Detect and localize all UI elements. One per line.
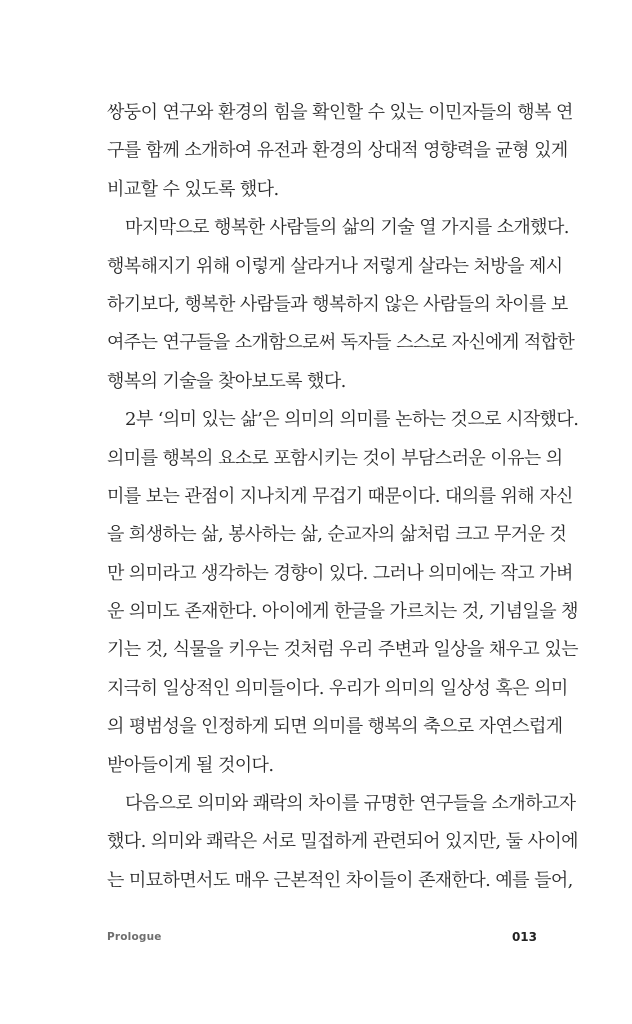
paragraph [107, 209, 575, 401]
page-footer [107, 931, 537, 947]
text-line: 여주는 연구들을 소개함으로써 독자들 스스로 자신에게 적합한 [107, 332, 575, 354]
text-line: 비교할 수 있도록 했다. [107, 178, 279, 200]
text-line: 행복해지기 위해 이렇게 살라거나 저렇게 살라는 처방을 제시 [107, 255, 563, 277]
text-line: 지극히 일상적인 의미들이다. 우리가 의미의 일상성 혹은 의미 [107, 677, 568, 699]
text-line: 을 희생하는 삶, 봉사하는 삶, 순교자의 삶처럼 크고 무거운 것 [107, 524, 567, 546]
text-line: 다음으로 의미와 쾌락의 차이를 규명한 연구들을 소개하고자 [125, 793, 576, 815]
text-line: 운 의미도 존재한다. 아이에게 한글을 가르치는 것, 기념일을 챙 [107, 601, 578, 623]
text-line: 했다. 의미와 쾌락은 서로 밀접하게 관련되어 있지만, 둘 사이에 [107, 831, 578, 853]
text-line: 만 의미라고 생각하는 경향이 있다. 그러나 의미에는 작고 가벼 [107, 562, 573, 584]
text-line: 2부 ‘의미 있는 삶’은 의미의 의미를 논하는 것으로 시작했다. [125, 409, 579, 431]
text-line: 하기보다, 행복한 사람들과 행복하지 않은 사람들의 차이를 보 [107, 293, 568, 315]
page-body [107, 94, 579, 900]
text-line: 의 평범성을 인정하게 되면 의미를 행복의 축으로 자연스럽게 [107, 716, 563, 738]
text-line: 쌍둥이 연구와 환경의 힘을 확인할 수 있는 이민자들의 행복 연 [107, 102, 573, 123]
text-line: 는 미묘하면서도 매우 근본적인 차이들이 존재한다. 예를 들어, [107, 869, 573, 891]
text-line: 받아들이게 될 것이다. [107, 754, 274, 776]
running-title: Prologue [107, 931, 162, 943]
text-line: 미를 보는 관점이 지나치게 무겁기 때문이다. 대의를 위해 자신 [107, 485, 573, 507]
text-line: 의미를 행복의 요소로 포함시키는 것이 부담스러운 이유는 의 [107, 447, 563, 469]
paragraph [107, 94, 573, 209]
text-line: 마지막으로 행복한 사람들의 삶의 기술 열 가지를 소개했다. [125, 217, 569, 239]
text-line: 구를 함께 소개하여 유전과 환경의 상대적 영향력을 균형 있게 [107, 140, 568, 162]
text-line: 기는 것, 식물을 키우는 것처럼 우리 주변과 일상을 채우고 있는 [107, 639, 578, 661]
text-line: 행복의 기술을 찾아보도록 했다. [107, 370, 346, 392]
paragraph [107, 401, 579, 785]
page-number: 013 [511, 930, 537, 944]
paragraph [107, 785, 578, 900]
